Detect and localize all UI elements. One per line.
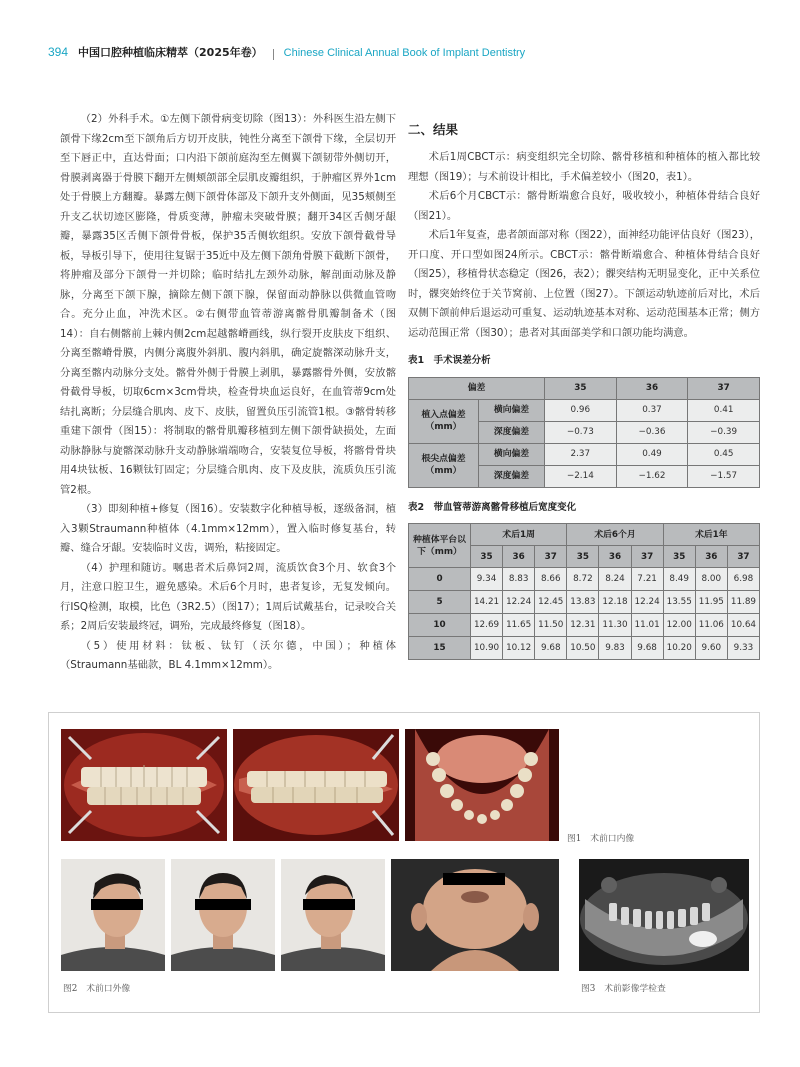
paragraph-result-2: 术后6个月CBCT示：髂骨断端愈合良好，吸收较小，种植体骨结合良好（图21）。 (408, 190, 760, 222)
paragraph-result-3: 术后1年复查，患者颌面部对称（图22），面神经功能评估良好（图23），开口度、开口型如图24所示。CBCT示：髂骨断端愈合、种植体骨结合良好（图25），移植骨状态稳定（图26，表2）；髁突结构无明显变化，正中关系位时，髁突始终位于关节窝前、上位置（图27）。下颌运动轨迹前后对比，术后双侧下颌前伸后退运动可重复、运动轨迹基本对称、运动范围基本正常；侧方运动范围正常（图30）；患者对其面部美学和口颌功能均满意。 (408, 229, 760, 339)
table-cell: 9.60 (695, 637, 727, 660)
figure-panel (48, 712, 760, 1013)
table-cell: 11.06 (695, 614, 727, 637)
table-cell: 11.95 (695, 591, 727, 614)
table-cell: 14.21 (471, 591, 503, 614)
table1-col-header: 35 (545, 377, 617, 399)
table-cell: 12.24 (503, 591, 535, 614)
table-cell: 12.18 (599, 591, 631, 614)
table2-subcol: 36 (695, 546, 727, 568)
table2-stub-header: 种植体平台以下（mm） (409, 524, 471, 568)
table-cell: 10.12 (503, 637, 535, 660)
table-cell: 2.37 (545, 443, 617, 465)
table-row (409, 568, 760, 591)
table2-depth: 15 (409, 637, 471, 660)
table2-subcol: 35 (663, 546, 695, 568)
table1-row-label: 深度偏差 (479, 421, 545, 443)
table-cell: 0.49 (616, 443, 688, 465)
eye-mask-bar (443, 873, 505, 885)
table1 (408, 377, 760, 488)
table-cell: −1.62 (616, 465, 688, 487)
intraoral-photo-lateral (233, 729, 399, 841)
table-row (409, 591, 760, 614)
table-cell: 13.83 (567, 591, 599, 614)
table-cell: 12.69 (471, 614, 503, 637)
paragraph-result-1: 术后1周CBCT示：病变组织完全切除、髂骨移植和种植体的植入都比较理想（图19）；与术前设计相比，手术偏差较小（图20，表1）。 (408, 151, 760, 183)
table-cell: −0.39 (688, 421, 760, 443)
table-cell: 8.24 (599, 568, 631, 591)
table1-col-header: 36 (616, 377, 688, 399)
table-cell: 11.01 (631, 614, 663, 637)
table-cell: 8.83 (503, 568, 535, 591)
right-column (408, 120, 760, 660)
table2-subcol: 35 (567, 546, 599, 568)
figure1-caption: 图1 术前口内像 (567, 834, 635, 844)
table2-caption: 表2 带血管蒂游离髂骨移植后宽度变化 (408, 501, 577, 513)
table-cell: 8.66 (535, 568, 567, 591)
figure3-caption: 图3 术前影像学检查 (581, 984, 666, 994)
table-cell: 9.34 (471, 568, 503, 591)
table1-row-label: 横向偏差 (479, 443, 545, 465)
table-cell: 8.00 (695, 568, 727, 591)
table-cell: 12.24 (631, 591, 663, 614)
table-cell: 8.72 (567, 568, 599, 591)
intraoral-photo-frontal (61, 729, 227, 841)
table-cell: −0.36 (616, 421, 688, 443)
eye-mask-bar (303, 899, 355, 910)
table2-period-header: 术后6个月 (567, 524, 663, 546)
table2-depth: 10 (409, 614, 471, 637)
table-cell: 6.98 (727, 568, 759, 591)
table-cell: −1.57 (688, 465, 760, 487)
table-cell: 12.31 (567, 614, 599, 637)
paragraph-care: （4）护理和随访。嘱患者术后鼻饲2周，流质饮食3个月、软食3个月，注意口腔卫生，避免感染。术后6个月时，患者复诊，无复发倾向。行ISQ检测，取模，比色（3R2.5）（图17）；1周后试戴基台，记录咬合关系；2周后安装最终冠，调殆，完成最终修复（图18）。 (60, 561, 396, 632)
table-row (409, 399, 760, 421)
table-cell: 9.68 (631, 637, 663, 660)
table-cell: 0.96 (545, 399, 617, 421)
table-row (409, 637, 760, 660)
table-cell: 9.68 (535, 637, 567, 660)
table2-subcol: 36 (503, 546, 535, 568)
eye-mask-bar (91, 899, 143, 910)
paragraph-implant: （3）即刻种植+修复（图16）。安装数字化种植导板，逐级备洞，植入3颗Straumann种植体（4.1mm×12mm），置入临时修复基台，转瓣、缝合牙龈。安装临时义齿，调殆，粘接固定。 (60, 503, 396, 554)
extraoral-photo-right (61, 859, 165, 971)
table-cell: −2.14 (545, 465, 617, 487)
paragraph-materials: （5）使用材料：钛板、钛钉（沃尔德，中国）；种植体（Straumann基础款，BL 4.1mm×12mm）。 (60, 639, 396, 671)
left-column (60, 110, 396, 676)
table1-row-label: 深度偏差 (479, 465, 545, 487)
eye-mask-bar (195, 899, 251, 910)
table2 (408, 523, 760, 660)
section-title: 二、结果 (408, 122, 459, 137)
table-cell: 10.50 (567, 637, 599, 660)
table1-group-label: 根尖点偏差（mm） (409, 443, 479, 487)
table-cell: 0.45 (688, 443, 760, 465)
table-cell: 13.55 (663, 591, 695, 614)
table2-subcol: 37 (535, 546, 567, 568)
table2-depth: 0 (409, 568, 471, 591)
page-header (48, 44, 525, 64)
page-number: 394 (48, 45, 69, 59)
table1-header-label: 偏差 (409, 377, 545, 399)
table-cell: 12.00 (663, 614, 695, 637)
table2-subcol: 35 (471, 546, 503, 568)
table1-col-header: 37 (688, 377, 760, 399)
extraoral-photo-frontal (171, 859, 275, 971)
figure2-caption: 图2 术前口外像 (63, 984, 131, 994)
table-cell: 9.33 (727, 637, 759, 660)
table-cell: 10.90 (471, 637, 503, 660)
table-cell: 10.20 (663, 637, 695, 660)
table-row (409, 443, 760, 465)
table1-group-label: 植入点偏差（mm） (409, 399, 479, 443)
table2-subcol: 37 (727, 546, 759, 568)
table-cell: 0.41 (688, 399, 760, 421)
table-cell: 11.50 (535, 614, 567, 637)
table2-subcol: 37 (631, 546, 663, 568)
table2-period-header: 术后1年 (663, 524, 759, 546)
table2-subcol: 36 (599, 546, 631, 568)
intraoral-photo-occlusal (405, 729, 559, 841)
table-cell: 11.65 (503, 614, 535, 637)
paragraph-surgery: （2）外科手术。①左侧下颌骨病变切除（图13）：外科医生沿左侧下颌骨下缘2cm至下颌角后方切开皮肤，钝性分离至下颌骨下缘，全层切开至下唇正中，直达骨面；口内沿下颌前庭沟至左侧翼下颌韧带外侧切开，骨膜剥离器于骨膜下翻开左侧颊颌部全层肌皮瓣组织，于肿瘤区界外1cm处于骨膜上方翻瓣。暴露左侧下颌骨体部及下颌升支外侧面，见35颊侧至升支乙状切迹区膨隆，骨质变薄，肿瘤未突破骨膜；翻开34区舌侧牙龈瓣，暴露35区舌侧下颌骨骨板，保护35舌侧软组织。安放下颌骨截骨导板，导板引导下，使用往复锯于35近中及左侧下颌角骨膜下截断下颌骨，将肿瘤及部分下颌骨一并切除；临时结扎左颈外动脉，解剖面动脉及静脉，分离至下颌下腺，摘除左侧下颌下腺，保留面动静脉以供微血管吻合。充分止血，冲洗术区。②右侧带血管蒂游离髂骨肌瓣制备术（图14）：自右侧髂前上棘内侧2cm起越髂嵴画线，纵行裂开皮肤皮下组织、分离至髂嵴骨膜，内侧分离腹外斜肌、腹内斜肌，确定旋髂深动脉升支，分离至髂内动脉分支处。髂骨外侧于骨膜上剥肌，暴露髂骨外侧，安放髂骨截骨导板，切取6cm×3cm骨块，检查骨块血运良好，在血管蒂9cm处结扎离断；分层缝合肌肉、皮下、皮肤，留置负压引流管1根。③髂骨转移重建下颌骨（图15）：将制取的髂骨肌瓣移植到左侧下颌骨缺损处，左面动脉静脉与旋髂深动脉升支动静脉端端吻合，安装复位导板，将髂骨骨块用4块钛板、16颗钛钉固定；分层缝合肌肉、皮下及皮肤，流质负压引流管2根。 (60, 113, 396, 496)
table-row (409, 614, 760, 637)
table-cell: 0.37 (616, 399, 688, 421)
panoramic-radiograph (579, 859, 749, 971)
table-cell: 9.83 (599, 637, 631, 660)
table1-row-label: 横向偏差 (479, 399, 545, 421)
book-title-en: Chinese Clinical Annual Book of Implant Dentistry (283, 47, 526, 59)
table-cell: 7.21 (631, 568, 663, 591)
book-title-cn: 中国口腔种植临床精萃（2025年卷） (78, 46, 263, 59)
header-divider (273, 49, 274, 60)
table-cell: −0.73 (545, 421, 617, 443)
extraoral-photo-submental (391, 859, 559, 971)
table-cell: 10.64 (727, 614, 759, 637)
table2-period-header: 术后1周 (471, 524, 567, 546)
extraoral-photo-left (281, 859, 385, 971)
table-cell: 11.89 (727, 591, 759, 614)
table-cell: 12.45 (535, 591, 567, 614)
table2-depth: 5 (409, 591, 471, 614)
table-cell: 8.49 (663, 568, 695, 591)
table1-caption: 表1 手术误差分析 (408, 355, 491, 366)
table-cell: 11.30 (599, 614, 631, 637)
